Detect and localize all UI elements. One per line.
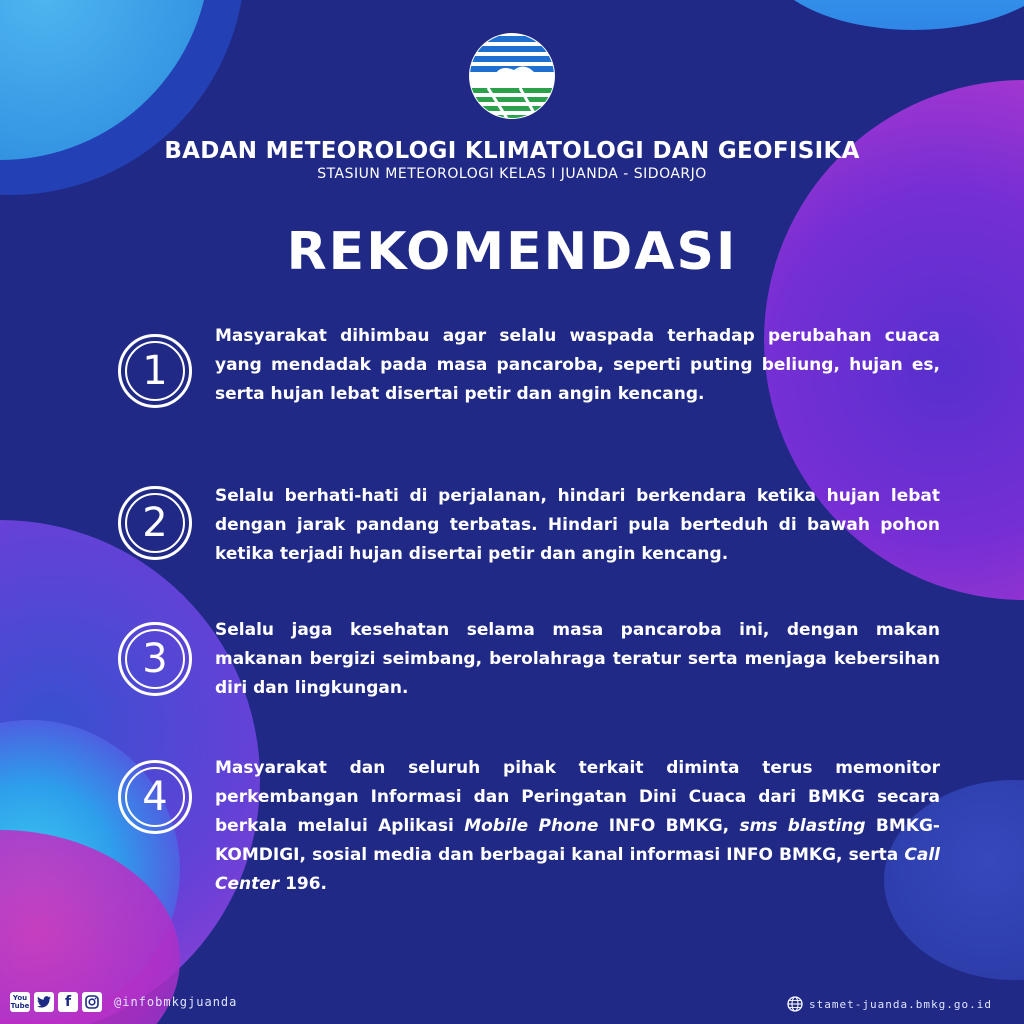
text-part: 196. — [279, 874, 328, 894]
background-blob — [764, 0, 1024, 30]
recommendation-text: Selalu berhati-hati di perjalanan, hindari berkendara ketika hujan lebat dengan jarak pandang terbatas. Hindari pula berteduh di bawah pohon ketika terjadi hujan disertai petir dan angin kencang. — [215, 486, 940, 564]
text-italic: Call Center — [215, 845, 940, 894]
recommendation-text: Masyarakat dihimbau agar selalu waspada terhadap perubahan cuaca yang mendadak pada masa pancaroba, seperti puting beliung, hujan es, serta hujan lebat disertai petir dan angin kencang. — [215, 326, 940, 404]
text-part: INFO BMKG, — [598, 816, 740, 836]
organization-name: BADAN METEOROLOGI KLIMATOLOGI DAN GEOFISIKA — [164, 138, 860, 164]
number-badge — [118, 334, 192, 408]
website-url[interactable]: stamet-juanda.bmkg.go.id — [809, 997, 992, 1011]
instagram-icon[interactable] — [82, 992, 102, 1012]
recommendation-text: Selalu jaga kesehatan selama masa pancaroba ini, dengan makan makanan bergizi seimbang, berolahraga teratur serta menjaga kebersihan diri dan lingkungan. — [215, 620, 940, 698]
item-number: 4 — [142, 774, 168, 820]
text-part: Masyarakat dan seluruh pihak terkait diminta terus memonitor perkembangan Informasi dan Peringatan Dini Cuaca dari BMKG secara berkala melalui Aplikasi — [215, 758, 940, 836]
number-badge — [118, 622, 192, 696]
text-italic: Mobile Phone — [464, 816, 599, 836]
website-link[interactable] — [787, 996, 992, 1012]
globe-icon — [787, 996, 803, 1012]
facebook-icon[interactable]: f — [58, 992, 78, 1012]
social-bar — [10, 992, 237, 1012]
text-part: BMKG-KOMDIGI, sosial media dan berbagai kanal informasi INFO BMKG, serta — [215, 816, 940, 865]
item-number: 1 — [142, 348, 168, 394]
page-title: REKOMENDASI — [286, 222, 738, 282]
number-badge — [118, 486, 192, 560]
youtube-icon[interactable]: You Tube — [10, 994, 30, 1010]
bmkg-logo — [468, 32, 556, 120]
number-badge — [118, 760, 192, 834]
text-italic: sms blasting — [739, 816, 866, 836]
recommendation-text — [215, 754, 940, 899]
twitter-icon[interactable] — [34, 992, 54, 1012]
station-name: STASIUN METEOROLOGI KELAS I JUANDA - SIDOARJO — [317, 166, 707, 182]
social-handle[interactable]: @infobmkgjuanda — [114, 995, 238, 1009]
item-number: 2 — [142, 500, 168, 546]
item-number: 3 — [142, 636, 168, 682]
